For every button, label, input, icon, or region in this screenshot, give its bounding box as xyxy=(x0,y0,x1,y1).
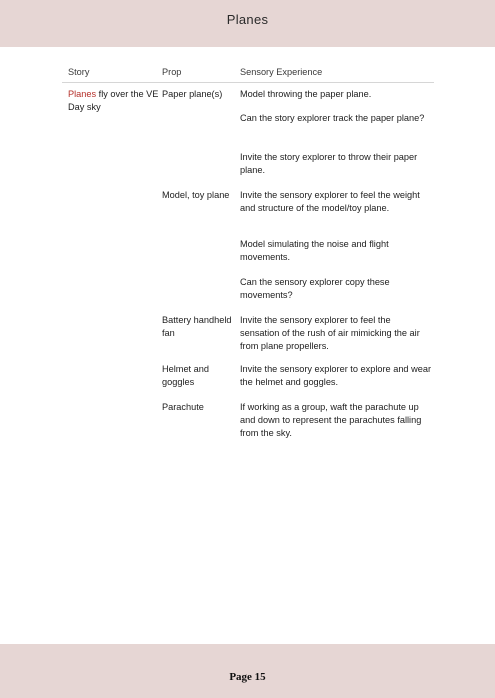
experience-text: If working as a group, waft the parachute up and down to represent the parachutes falling from the sky. xyxy=(240,402,422,438)
experience-text: Invite the sensory explorer to feel the sensation of the rush of air mimicking the air from plane propellers. xyxy=(240,315,420,351)
story-cell xyxy=(68,88,160,114)
experience-cell xyxy=(240,401,432,440)
experience-text: Can the story explorer track the paper plane? xyxy=(240,113,425,123)
story-text: fly over the VE Day sky xyxy=(68,89,159,112)
experience-cell xyxy=(240,314,432,353)
experience-text: Model simulating the noise and flight movements. xyxy=(240,239,389,262)
page-header xyxy=(0,0,495,47)
experience-cell xyxy=(240,189,432,215)
prop-cell: Model, toy plane xyxy=(162,190,230,200)
experience-cell xyxy=(240,276,432,302)
experience-cell xyxy=(240,88,432,101)
experience-cell xyxy=(240,151,432,177)
page-title: Planes xyxy=(226,12,269,27)
experience-text: Invite the sensory explorer to feel the weight and structure of the model/toy plane. xyxy=(240,190,420,213)
column-header-sensory-experience: Sensory Experience xyxy=(240,67,323,77)
column-header-prop: Prop xyxy=(162,67,182,77)
experience-cell xyxy=(240,238,432,264)
sensory-table xyxy=(62,64,434,438)
table-header-row xyxy=(62,64,434,83)
experience-text: Invite the sensory explorer to explore and wear the helmet and goggles. xyxy=(240,364,431,387)
experience-cell xyxy=(240,363,432,389)
experience-text: Can the sensory explorer copy these movements? xyxy=(240,277,390,300)
experience-cell xyxy=(240,112,432,125)
prop-cell: Parachute xyxy=(162,402,204,412)
prop-cell: Paper plane(s) xyxy=(162,89,223,99)
experience-text: Invite the story explorer to throw their paper plane. xyxy=(240,152,418,175)
page-number: Page 15 xyxy=(229,671,266,683)
story-link[interactable]: Planes xyxy=(68,89,97,99)
prop-cell: Helmet and goggles xyxy=(162,364,209,387)
prop-cell: Battery handheld fan xyxy=(162,315,232,338)
page-footer xyxy=(0,644,495,698)
column-header-story: Story xyxy=(68,67,90,77)
experience-text: Model throwing the paper plane. xyxy=(240,89,372,99)
